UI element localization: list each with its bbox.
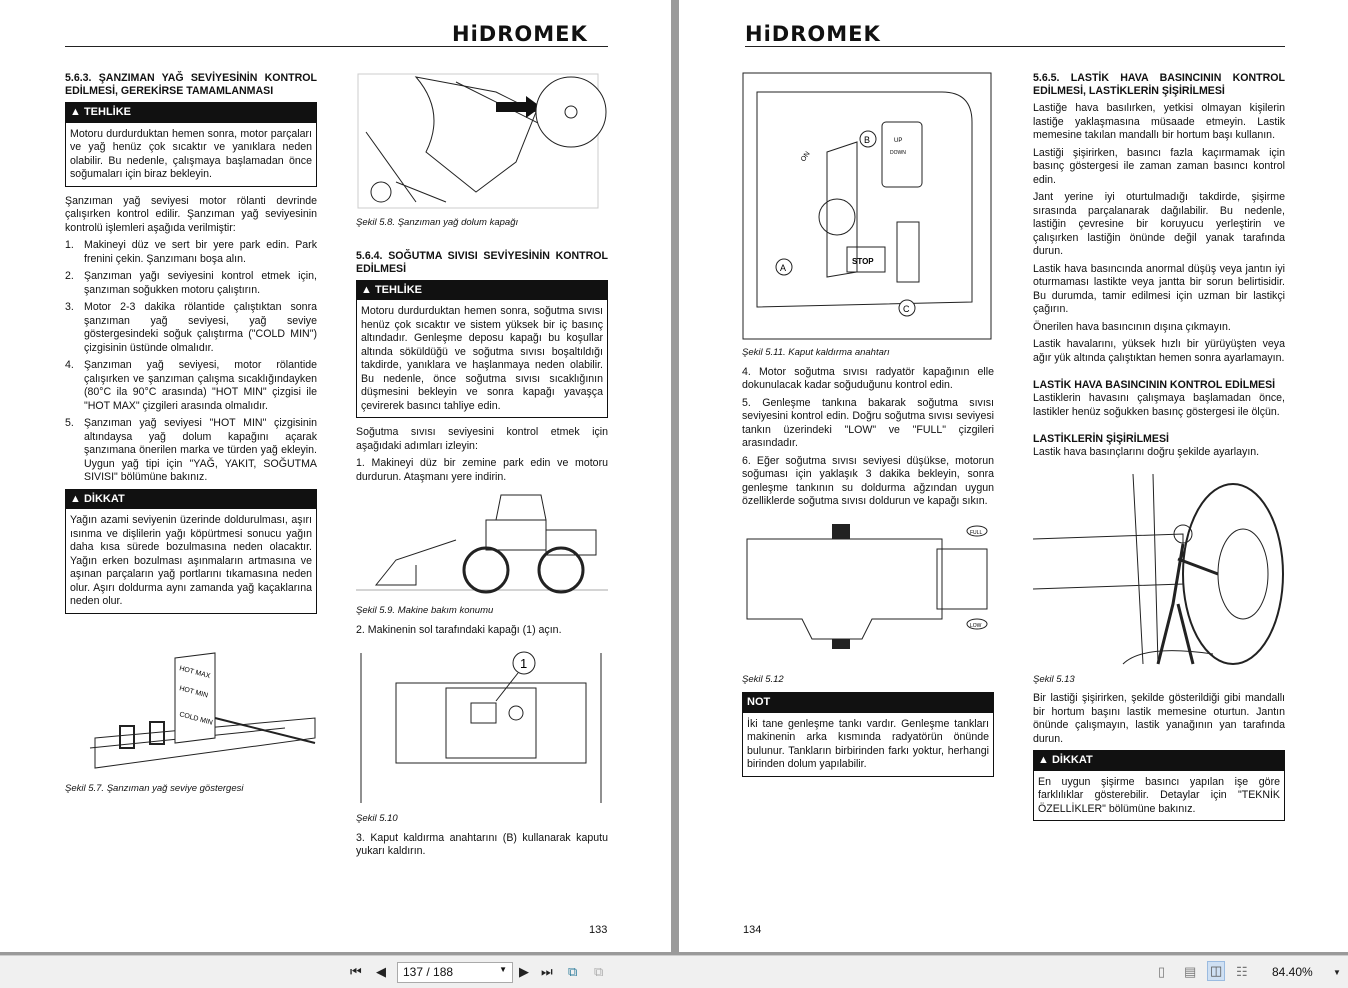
label-on: ON bbox=[799, 150, 812, 164]
rotate-page-icon[interactable]: ⧉ bbox=[568, 964, 578, 979]
box-text: En uygun şişirme basıncı yapılan işe göre farklılıklar gösterebilir. Detaylar için "TEKNİK ÖZELLİKLER" bölümüne bakınız. bbox=[1038, 775, 1280, 815]
section-title-5-6-5: 5.6.5. LASTİK HAVA BASINCININ KONTROL EDİLMESİ, LASTİKLERİN ŞİŞİRİLMESİ bbox=[1033, 72, 1285, 97]
box-heading: TEHLİKE bbox=[374, 283, 423, 296]
steps-list bbox=[65, 239, 317, 485]
danger-box bbox=[356, 280, 608, 419]
right-column bbox=[356, 72, 608, 863]
paragraph: Bir lastiği şişirirken, şekilde gösterildiği gibi mandallı bir hortum başını lastik memesine oturtun. Jantın önünde çalışmayın, lastik yanağının yan tarafında durun. bbox=[1033, 692, 1285, 745]
paragraph: 4. Motor soğutma sıvısı radyatör kapağının elle dokunulacak kadar soğuduğunu kontrol edin. bbox=[742, 365, 994, 391]
previous-page-icon[interactable]: ◀ bbox=[376, 964, 386, 979]
danger-box bbox=[65, 102, 317, 187]
hidromek-logo: HiDROMEK bbox=[745, 22, 881, 46]
next-page-icon[interactable]: ▶ bbox=[519, 964, 529, 979]
warning-icon: ▲ bbox=[361, 283, 372, 296]
paragraph: Lastiklerin havasını çalışmaya başlamadan önce, lastikler henüz soğukken basınç göstergesi ile ölçün. bbox=[1033, 392, 1285, 418]
figure-caption: Şekil 5.11. Kaput kaldırma anahtarı bbox=[742, 347, 890, 358]
section-title-5-6-4: 5.6.4. SOĞUTMA SIVISI SEVİYESİNİN KONTROL EDİLMESİ bbox=[356, 249, 608, 275]
section-title-5-6-3: 5.6.3. ŞANZIMAN YAĞ SEVİYESİNİN KONTROL EDİLMESİ, GEREKİRSE TAMAMLANMASI bbox=[65, 72, 317, 97]
box-text: İki tane genleşme tankı vardır. Genleşme tankları makinenin arka kısmında radyatörün önünde bulunur. Tankların birbirinden farkı yoktur, herhangi birinden dolum yapılabilir. bbox=[747, 717, 989, 770]
paragraph: 5. Genleşme tankına bakarak soğutma sıvısı seviyesini kontrol edin. Doğru soğutma sıvısı seviyesi tankın üzerindeki "LOW" ve "FULL" çizgileri arasındadır. bbox=[742, 396, 994, 449]
label-hot-min: HOT MIN bbox=[178, 684, 209, 700]
paragraph: Lastiği şişirirken, basıncı fazla kaçırmamak için basınç göstergesi ile zaman zaman basıncı kontrol edin. bbox=[1033, 146, 1285, 186]
pdf-page-133 bbox=[0, 0, 671, 952]
paragraph: Önerilen hava basıncının dışına çıkmayın. bbox=[1033, 320, 1231, 333]
callout-1: 1 bbox=[520, 656, 528, 671]
figure-5-7-oil-gauge bbox=[65, 628, 317, 778]
first-page-icon[interactable]: ⏮ bbox=[350, 964, 362, 979]
box-text: Motoru durdurduktan hemen sonra, soğutma sıvısı henüz çok sıcaktır ve sistem yüksek bir iç basınç altındadır. Genleşme deposu kapağı bu koşullar altında söküldüğü ve soğutma sıvısı boşaltıldığı takdirde, yanıklara ve haşlanmaya neden olabilir. Bu nedenle, önce soğutma sıvısı sıcaklığının düşmesini bekleyin ve sonra kapağı yavaşça çevirerek basıncı tahliye edin. bbox=[361, 305, 603, 412]
paragraph: 6. Eğer soğutma sıvısı seviyesi düşükse, motorun soğuması için yaklaşık 3 dakika bekleyin, sonra genleşme tankının su doldurma ağzından uygun özelliklerde soğutma sıvısı doldurun ve kapağı sıkın. bbox=[742, 454, 994, 507]
paragraph: Lastik hava basıncında anormal düşüş veya jantın iyi oturmaması lastikte veya jantta bir sorun belirtisidir. Bu durumda, tamir edilmesi için uzman bir lastikçi çağırın. bbox=[1033, 262, 1285, 315]
left-column bbox=[742, 72, 994, 785]
paragraph: 1. Makineyi düz bir zemine park edin ve motoru durdurun. Ataşmanı yere indirin. bbox=[356, 457, 608, 483]
figure-caption: Şekil 5.10 bbox=[356, 813, 398, 824]
left-column bbox=[65, 72, 317, 801]
figure-caption: Şekil 5.9. Makine bakım konumu bbox=[356, 605, 494, 616]
warning-icon: ▲ bbox=[1038, 754, 1049, 766]
callout-a: A bbox=[780, 263, 787, 273]
figure-caption: Şekil 5.12 bbox=[742, 673, 784, 685]
paragraph: Soğutma sıvısı seviyesini kontrol etmek için aşağıdaki adımları izleyin: bbox=[356, 426, 608, 452]
figure-5-10-side-cover bbox=[356, 643, 608, 808]
page-number: 133 bbox=[589, 924, 608, 936]
right-column bbox=[1033, 72, 1285, 829]
continuous-view-icon[interactable]: ▤ bbox=[1184, 964, 1197, 979]
paragraph: Şanzıman yağ seviyesi motor rölanti devrinde çalışırken kontrol edilir. Şanzıman yağ seviyesinin kontrolü işlemleri aşağıda verilmiştir: bbox=[65, 194, 317, 234]
label-hot-max: HOT MAX bbox=[178, 664, 211, 680]
last-page-icon[interactable]: ⏭ bbox=[541, 964, 553, 979]
label-full: FULL bbox=[970, 529, 983, 536]
figure-5-11-hood-switch bbox=[742, 72, 992, 342]
page-number-input[interactable]: 137 / 188 ▼ bbox=[397, 962, 513, 983]
box-text: Yağın azami seviyenin üzerinde doldurulması, aşırı ısınma ve dişlilerin yağı köpürtmesi sonucu yağın daha kısa sürede bozulmasına neden olacaktır. Yağın erken bozulması aşınmaların artmasına ve aşınan parçaların yağ portlarını tıkamasına neden olur. Aşırı doldurma aynı zamanda yağ kaçaklarına neden olur. bbox=[70, 514, 312, 607]
pdf-page-134 bbox=[679, 0, 1348, 952]
two-page-continuous-view-icon[interactable]: ☷ bbox=[1236, 964, 1248, 979]
box-heading: NOT bbox=[743, 693, 993, 713]
list-item: 5. Şanzıman yağ seviyesi "HOT MIN" çizgisinin altındaysa yağ dolum kapağını açarak şanzımana önerilen marka ve türden yağ ekleyin. Uygun yağ tipi için "YAĞ, YAKIT, SOĞUTMA SIVISI" bölümüne bakınız. bbox=[65, 417, 317, 483]
figure-5-9-loader bbox=[356, 490, 608, 600]
warning-icon: ▲ bbox=[70, 106, 81, 118]
list-item: 2. Şanzıman yağı seviyesini kontrol etmek için, şanzıman soğukken motoru çalıştırın. bbox=[65, 270, 317, 296]
callout-b: B bbox=[864, 135, 871, 145]
figure-caption: Şekil 5.13 bbox=[1033, 673, 1075, 685]
figure-5-12-expansion-tank bbox=[742, 519, 992, 669]
paragraph: Lastik hava basınçlarını doğru şekilde ayarlayın. bbox=[1033, 446, 1260, 458]
list-item: 3. Motor 2-3 dakika rölantide çalıştıktan sonra şanzıman yağ seviyesi, yağ seviye göstergesindeki soğuk çalıştırma ("COLD MIN") çizgisinin üstünde olmalıdır. bbox=[65, 301, 317, 354]
figure-5-8-fill-cap bbox=[356, 72, 608, 212]
zoom-dropdown-icon[interactable]: ▼ bbox=[1333, 968, 1341, 977]
pdf-toolbar bbox=[0, 955, 1348, 988]
single-page-view-icon[interactable]: ▯ bbox=[1158, 964, 1166, 979]
page-number: 134 bbox=[743, 924, 762, 936]
figure-caption: Şekil 5.8. Şanzıman yağ dolum kapağı bbox=[356, 217, 519, 228]
box-heading: DİKKAT bbox=[1051, 754, 1093, 766]
list-item: 1. Makineyi düz ve sert bir yere park edin. Park frenini çekin. Şanzımanı boşa alın. bbox=[65, 239, 317, 265]
hidromek-logo: HiDROMEK bbox=[452, 22, 588, 46]
list-item: 4. Şanzıman yağ seviyesi, motor rölantide çalışırken ve şanzıman çalışma sıcaklığındayken (80°C ila 90°C arasında) "HOT MIN" çizgisi ile "HOT MAX" çizgileri arasında olmalıdır. bbox=[65, 359, 317, 412]
header-rule bbox=[65, 46, 608, 47]
extract-page-icon[interactable]: ⧉ bbox=[594, 964, 604, 979]
caution-box bbox=[1033, 750, 1285, 821]
subheading-inflate: LASTİKLERİN ŞİŞİRİLMESİ bbox=[1033, 433, 1169, 445]
label-low: LOW bbox=[970, 622, 982, 629]
paragraph: 3. Kaput kaldırma anahtarını (B) kullanarak kaputu yukarı kaldırın. bbox=[356, 831, 608, 857]
box-heading: DİKKAT bbox=[83, 492, 125, 505]
caution-box bbox=[65, 489, 317, 614]
paragraph: 2. Makinenin sol tarafındaki kapağı (1) açın. bbox=[356, 623, 562, 636]
paragraph: Lastik havalarını, yüksek hızlı bir yürüyüşten veya ağır yük altında çalıştıktan hemen sonra ayarlamayın. bbox=[1033, 338, 1285, 364]
label-stop: STOP bbox=[852, 257, 874, 266]
label-up: UP bbox=[894, 138, 903, 144]
box-heading: TEHLİKE bbox=[83, 106, 132, 118]
callout-c: C bbox=[903, 304, 910, 314]
paragraph: Jant yerine iyi oturtulmadığı takdirde, şişirme sırasında parçalanarak dağılabilir. Bu nedenle, lastiğin çevresine bir koruyucu yerleştirin ve çalışırken lastiğin önünde değil yanak tarafında durun. bbox=[1033, 191, 1285, 257]
chevron-down-icon[interactable]: ▼ bbox=[499, 965, 507, 974]
zoom-level[interactable]: 84.40% bbox=[1272, 965, 1313, 979]
two-page-view-icon[interactable]: ◫ bbox=[1207, 961, 1225, 981]
figure-5-13-tire-inflation bbox=[1033, 464, 1285, 669]
warning-icon: ▲ bbox=[70, 492, 81, 505]
subheading-check: LASTİK HAVA BASINCININ KONTROL EDİLMESİ bbox=[1033, 379, 1276, 391]
label-cold-min: COLD MIN bbox=[178, 710, 214, 727]
header-rule bbox=[745, 46, 1285, 47]
note-box bbox=[742, 692, 994, 777]
figure-caption: Şekil 5.7. Şanzıman yağ seviye göstergesi bbox=[65, 782, 244, 794]
label-down: DOWN bbox=[890, 150, 906, 156]
box-text: Motoru durdurduktan hemen sonra, motor parçaları ve yağ henüz çok sıcaktır ve yanıklara neden olabilir. Bu nedenle, çalışmaya başlamadan önce soğumaları için biraz bekleyin. bbox=[70, 127, 312, 180]
paragraph: Lastiğe hava basılırken, yetkisi olmayan kişilerin lastiğe yaklaşmasına müsaade etmeyin. Lastik memesine takılan mandallı bir hortum başı kullanın. bbox=[1033, 102, 1285, 141]
